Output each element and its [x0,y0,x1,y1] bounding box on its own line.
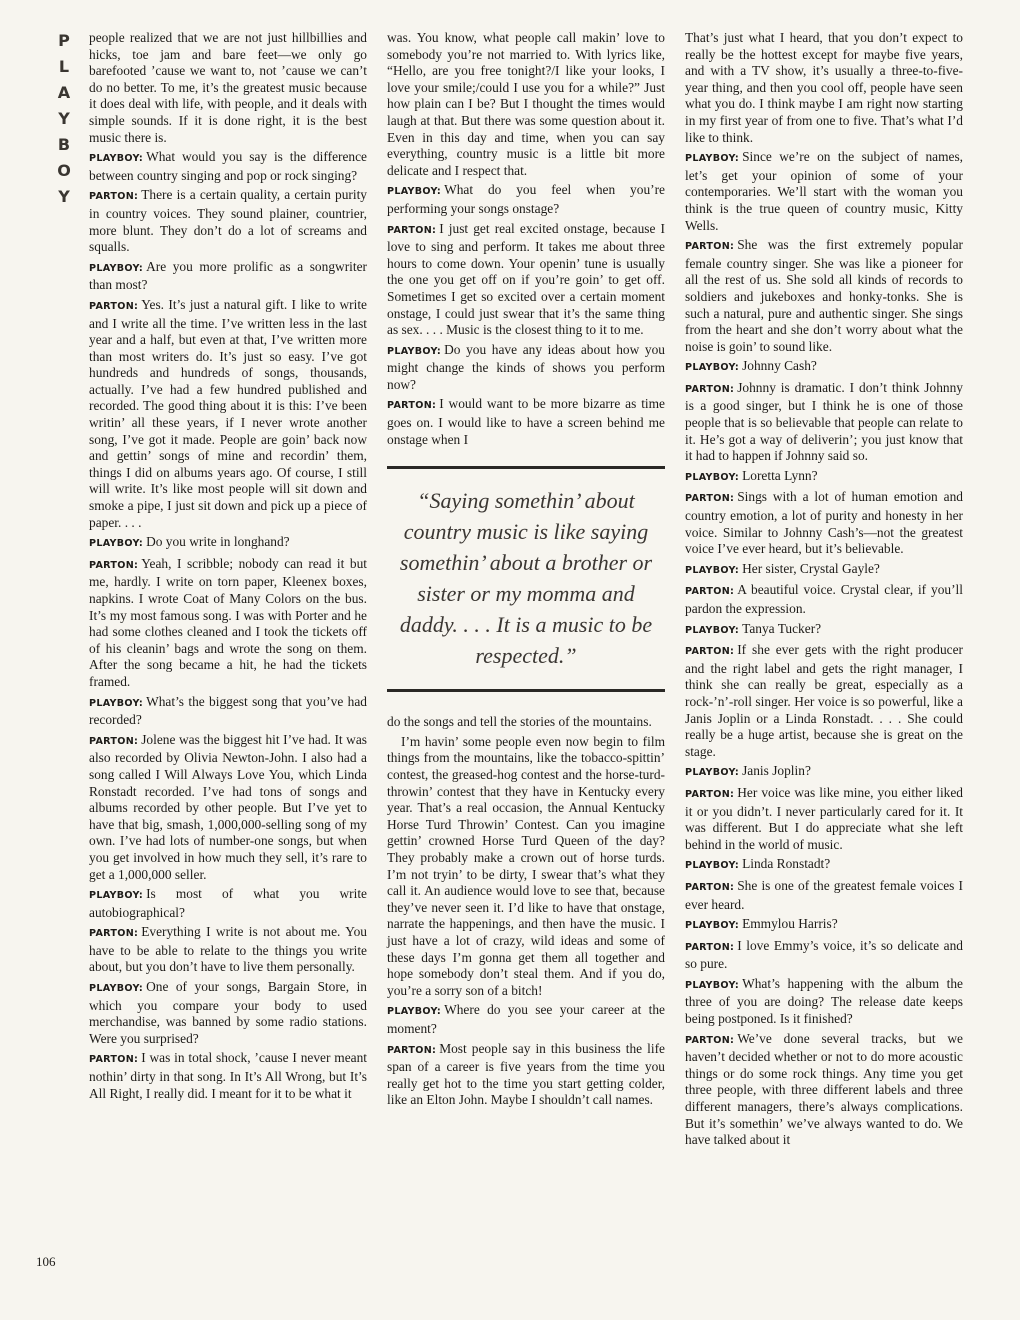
speaker-label: PLAYBOY: [685,767,740,779]
interview-paragraph [89,979,367,1047]
speaker-label: PARTON: [685,1034,735,1046]
interview-paragraph [89,694,367,729]
paragraph-text: She was the first extremely popular female country singer. She was like a pioneer for all the rest of us. She sold all kinds of records to soldiers and jukeboxes and honky-tonks. She is such a natural, pure and authentic singer. She sings from the heart and she don’t worry about what the noise is goin’ to sound like. [685,237,963,354]
interview-paragraph [89,149,367,184]
page-number: 106 [36,1254,56,1269]
interview-paragraph [387,1002,665,1037]
interview-paragraph [89,30,367,146]
paragraph-text: There is a certain quality, a certain purity in country voices. They sound plainer, countrier, more blunt. They don’t do a lot of screams and squalls. [89,187,367,255]
speaker-label: PARTON: [89,735,139,747]
interview-paragraph [89,556,367,691]
text-column-left [89,30,367,1275]
interview-paragraph [387,734,665,1000]
speaker-label: PARTON: [685,646,735,658]
paragraph-text: Yeah, I scribble; nobody can read it but me, hardly. I write on torn paper, Kleenex boxes, napkins. I wrote Coat of Many Colors on the bus. It’s my most famous song. I was with Porter and he had some clothes cleaned and I took the tickets off of his cleanin’ bags and wrote the song on them. After the song became a hit, he had the tickets framed. [89,555,367,689]
interview-paragraph [89,534,367,553]
interview-paragraph [89,259,367,294]
interview-paragraph [387,221,665,339]
paragraph-text: What do you feel when you’re performing your songs onstage? [387,182,665,216]
paragraph-text: Sings with a lot of human emotion and country emotion, a lot of purity and honesty in her voice. Similar to Johnny Cash’s—not the greatest voice I’ve ever heard, but it’s believable. [685,489,963,557]
paragraph-text: If she ever gets with the right producer and the right label and gets the right manager, I think she can really be great, especially as a rock-’n’-roll singer. Her voice is so powerful, like a Janis Joplin or a Linda Ronstadt. . . . She could really be a huge artist, because she is great on the stage. [685,642,963,759]
paragraph-text: What would you say is the difference between country singing and pop or rock singing? [89,149,367,183]
paragraph-text: Linda Ronstadt? [742,856,831,872]
middle-column-top-text [387,30,665,448]
paragraph-text: Are you more prolific as a songwriter than most? [89,258,367,293]
speaker-label: PLAYBOY: [685,624,740,636]
paragraph-text: I’m havin’ some people even now begin to film things from the mountains, like the tobacco-spittin’ contest, the greased-hog contest and the horse-turd-throwin’ contest that they have in Kentucky every year. That’s a real occasion, the Annual Kentucky Horse Turd Throwin’ Contest. Can you imagine gettin’ crowned Horse Turd Queen of the day? They probably make a crown out of horse turds. I’m not tryin’ to be dirty, I swear that’s what they call it. An audience would love to see that, because they’ve never seen it. I’d like to have that onstage, narrate the happenings, and then have the music. I just have a lot of crazy, wild ideas and some of these days I’m gonna get them all together and hope somebody don’t steal them. And if you do, you’re a sorry son of a bitch! [387,733,665,998]
text-column-right [685,30,963,1275]
interview-paragraph [685,938,963,973]
interview-paragraph [685,30,963,146]
interview-paragraph [685,763,963,782]
interview-paragraph [685,642,963,760]
side-tag-letter: O [57,161,71,180]
paragraph-text: Most people say in this business the life span of a career is five years from the time you really get hot to the time you start getting colder, like an Elton John. Maybe I shouldn’t call names. [387,1040,665,1108]
paragraph-text: Since we’re on the subject of names, let’s get your opinion of some of your contemporaries. We’ll start with the woman you think is the true queen of country music, Kitty Wells. [685,149,963,233]
interview-paragraph [387,714,665,731]
interview-paragraph [685,785,963,853]
speaker-label: PARTON: [685,241,735,253]
side-tag-letter: Y [58,109,70,128]
interview-paragraph [685,1031,963,1149]
paragraph-text: She is one of the greatest female voices I ever heard. [685,877,963,912]
side-tag-letter: B [57,135,71,154]
side-tag-letter: Y [58,187,70,206]
speaker-label: PARTON: [685,493,735,505]
speaker-label: PARTON: [89,300,139,312]
interview-paragraph [685,878,963,913]
interview-paragraph [387,342,665,394]
speaker-label: PLAYBOY: [685,471,740,483]
paragraph-text: A beautiful voice. Crystal clear, if you’ll pardon the expression. [685,582,963,616]
paragraph-text: Her voice was like mine, you either liked it or you didn’t. I never particularly cared for it. It was different. But I do appreciate what she left behind in the world of music. [685,784,963,852]
paragraph-text: Where do you see your career at the moment? [387,1002,665,1036]
text-column-middle [387,30,665,1275]
paragraph-text: was. You know, what people call makin’ love to somebody you’re not married to. With lyrics like, “Hello, are you free tonight?/I like your looks, I love your smile;/could I use you for a while?” Just how plain can I be? But I thought the times would laugh at that. But there was some question about it. Even in this day and time, when you can say everything, country music is a little bit more delicate and I respect that. [387,30,665,178]
paragraph-text: Do you write in longhand? [146,534,290,550]
paragraph-text: I would want to be more bizarre as time goes on. I would like to have a screen behind me onstage when I [387,396,665,447]
paragraph-text: people realized that we are not just hillbillies and hicks, toe jam and bare feet—we only go barefooted ’cause we want to, not ’cause we can’t do no better. To me, it’s the greatest music because it does deal with life, with people, and it deals with simple sounds. If it is done right, it is the best music there is. [89,30,367,145]
interview-paragraph [685,856,963,875]
interview-paragraph [685,149,963,234]
paragraph-text: Loretta Lynn? [742,467,818,483]
interview-paragraph [89,187,367,255]
speaker-label: PARTON: [685,881,735,893]
interview-paragraph [89,297,367,531]
speaker-label: PARTON: [685,941,735,953]
pull-quote: “Saying somethin’ about country music is like saying somethin’ about a brother or sister or my momma and daddy. . . . It is a music to be respected.” [387,466,665,692]
speaker-label: PARTON: [685,586,735,598]
interview-paragraph [89,732,367,883]
speaker-label: PARTON: [387,1044,437,1056]
interview-paragraph [685,621,963,640]
speaker-label: PARTON: [89,1054,139,1066]
paragraph-text: Johnny Cash? [742,358,817,374]
speaker-label: PARTON: [89,559,139,571]
interview-paragraph [685,561,963,580]
paragraph-text: Johnny is dramatic. I don’t think Johnny is a good singer, but I think he is one of those people that is so believable that people can relate to it. He’s got a way of deliverin’; you just know that it had to happen if Johnny said so. [685,379,963,464]
speaker-label: PLAYBOY: [89,153,144,165]
speaker-label: PLAYBOY: [685,860,740,872]
paragraph-text: Everything I write is not about me. You have to be able to relate to the things you write about, but you don’t have to live them personally. [89,924,367,975]
speaker-label: PLAYBOY: [685,564,740,576]
paragraph-text: Tanya Tucker? [742,620,822,636]
speaker-label: PARTON: [387,400,437,412]
interview-paragraph [387,182,665,217]
speaker-label: PLAYBOY: [387,1006,442,1018]
paragraph-text: do the songs and tell the stories of the mountains. [387,714,652,730]
interview-paragraph [89,886,367,921]
speaker-label: PARTON: [89,928,139,940]
interview-paragraph [89,1050,367,1102]
speaker-label: PLAYBOY: [89,538,144,550]
speaker-label: PARTON: [685,383,735,395]
interview-paragraph [387,30,665,179]
magazine-side-tag [54,28,74,210]
interview-paragraph [685,358,963,377]
speaker-label: PLAYBOY: [89,983,144,995]
interview-paragraph [685,489,963,557]
interview-paragraph [685,468,963,487]
paragraph-text: Do you have any ideas about how you might change the kinds of shows you perform now? [387,341,665,392]
interview-paragraph [387,396,665,448]
paragraph-text: I love Emmy’s voice, it’s so delicate and so pure. [685,937,963,972]
speaker-label: PLAYBOY: [685,920,740,932]
speaker-label: PLAYBOY: [685,979,740,991]
paragraph-text: Her sister, Crystal Gayle? [742,560,880,576]
speaker-label: PLAYBOY: [387,345,442,357]
speaker-label: PLAYBOY: [89,697,144,709]
paragraph-text: I was in total shock, ’cause I never meant nothin’ dirty in that song. In It’s All Wrong, but It’s All Right, I really did. I meant for it to be what it [89,1050,367,1101]
middle-column-bottom-text [387,714,665,1109]
interview-paragraph [685,976,963,1028]
paragraph-text: What’s the biggest song that you’ve had recorded? [89,693,367,728]
interview-paragraph [685,582,963,617]
side-tag-letter: P [58,31,70,50]
paragraph-text: Yes. It’s just a natural gift. I like to write and I write all the time. I’ve written less in the last year and a half, but even at that, I’ve written more than most writers do. It’s just so easy. I’ve got hundreds and hundreds of songs, thousands, actually. I’ve had a few hundred published and recorded. The good thing about it is this: I’ve been writin’ all these years, if I never wrote another song, I’ve got it made. People are goin’ back now and gettin’ songs of mine and recordin’ them, things I did on albums years ago. Of course, I still will write. It’s like most people will sit down and smoke a pipe, I just sit down and pick up a piece of paper. . . . [89,296,367,530]
paragraph-text: I just get real excited onstage, because I love to sing and perform. It takes me about three hours to come down. Your openin’ tune is usually the one you get off on if you’re goin’ to get off. Sometimes I get so excited over a certain moment onstage, I could just swear that it’s the same thing as sex. . . . Music is the closest thing to it to me. [387,220,665,338]
paragraph-text: That’s just what I heard, that you don’t expect to really be the hottest except for maybe five years, and with a TV show, it’s usually a three-to-five-year thing, and then you cool off, people have seen what you do. I think maybe I am right now starting in my first year of from one to five. That’s what I’d like to think. [685,30,963,145]
speaker-label: PLAYBOY: [387,186,442,198]
speaker-label: PARTON: [89,191,139,203]
speaker-label: PLAYBOY: [89,890,144,902]
paragraph-text: Jolene was the biggest hit I’ve had. It was also recorded by Olivia Newton-John. I also had a song called I Will Always Love You, which Linda Ronstadt recorded. I’ve had tons of songs and albums recorded by other people. But I’ve yet to have that big, smash, 1,000,000-selling song of my own. I’ve had lots of number-one songs, but when you get involved in how much they sell, it’s rare to get a 1,000,000 seller. [89,731,367,882]
paragraph-text: One of your songs, Bargain Store, in which you compare your body to used merchandise, was banned by some radio stations. Were you surprised? [89,979,367,1046]
interview-paragraph [685,916,963,935]
speaker-label: PARTON: [685,788,735,800]
paragraph-text: Emmylou Harris? [742,916,838,932]
paragraph-text: We’ve done several tracks, but we haven’t decided whether or not to do more acoustic things or do some rock things. Any time you get three people, with three different labels and three different managers, there’s always complications. But it’s somethin’ we’ve always wanted to do. We have talked about it [685,1030,963,1148]
paragraph-text: What’s happening with the album the three of you are doing? The release date keeps being postponed. Is it finished? [685,975,963,1027]
speaker-label: PLAYBOY: [685,153,740,165]
speaker-label: PLAYBOY: [89,262,144,274]
paragraph-text: Is most of what you write autobiographical? [89,886,367,920]
interview-paragraph [685,380,963,465]
paragraph-text: Janis Joplin? [742,763,811,779]
side-tag-letter: L [58,57,70,76]
speaker-label: PLAYBOY: [685,362,740,374]
interview-paragraph [387,1041,665,1109]
speaker-label: PARTON: [387,224,437,236]
interview-paragraph [685,237,963,355]
side-tag-letter: A [57,83,71,102]
interview-paragraph [89,924,367,976]
